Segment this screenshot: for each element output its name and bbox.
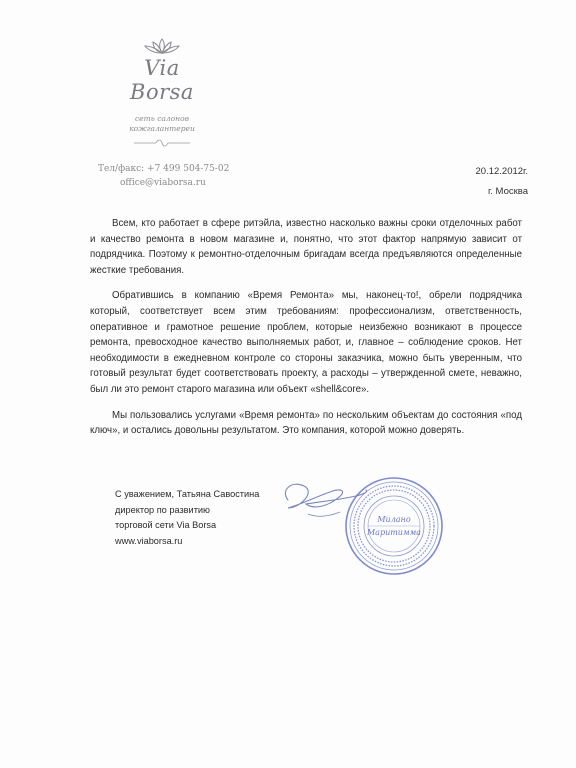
letter-city: г. Москва xyxy=(487,186,528,197)
sign-line-3: торговой сети Via Borsa xyxy=(115,520,217,531)
paragraph-2: Обратившись в компанию «Время Ремонта» мы, наконец-то!, обрели подрядчика который, соответствует всем этим требованиям: профессионализм, ответственность, оперативное и грамотное решение проблем, которые неизбежно возникают в процессе ремонта, превосходное качество выполняемых работ, и, главное – соблюдение сроков. Нет необходимости в ежедневном контроле со стороны заказчика, можно быть уверенным, что готовый результат будет соответствовать проекту, а расходы – утвержденной смете, неважно, был ли это ремонт старого магазина или объект «shell&core». xyxy=(90,290,522,395)
company-logo xyxy=(112,38,212,148)
stamp-center-line-2: Маритимма xyxy=(366,528,422,537)
phone-fax: Тел/факс: +7 499 504-75-02 xyxy=(98,164,230,174)
letter-date: 20.12.2012г. xyxy=(475,166,528,177)
brand-tagline xyxy=(112,114,212,134)
sign-line-2: директор по развитию xyxy=(115,504,210,515)
paragraph-3: Мы пользовались услугами «Время ремонта» по нескольким объектам до состояния «под ключ», и остались довольны результатом. Это компания, которой можно доверять. xyxy=(90,409,522,437)
stamp-center-line-1: Милано xyxy=(377,515,411,524)
sign-line-1: С уважением, Татьяна Савостина xyxy=(115,489,260,499)
lotus-ornament-icon xyxy=(142,38,182,54)
letter-body xyxy=(90,216,522,449)
sign-line-4: www.viaborsa.ru xyxy=(115,535,183,546)
paragraph-1: Всем, кто работает в сфере ритэйла, известно насколько важны сроки отделочных работ и качество ремонта в новом магазине и, понятно, что этот фактор напрямую зависит от подрядчика. Поэтому к ремонтно-отделочным бригадам всегда предъявляются определенные жесткие требования. xyxy=(90,218,522,276)
signature-text-block xyxy=(115,487,259,549)
contact-info xyxy=(98,162,229,190)
company-stamp xyxy=(343,475,445,577)
brand-tagline-line1: сеть салонов xyxy=(134,114,189,123)
date-location xyxy=(476,162,529,202)
flourish-divider-icon xyxy=(130,138,194,148)
brand-tagline-line2: кожгалантереи xyxy=(129,124,195,133)
brand-name: Via Borsa xyxy=(130,56,194,104)
email-address: office@viaborsa.ru xyxy=(120,178,206,188)
